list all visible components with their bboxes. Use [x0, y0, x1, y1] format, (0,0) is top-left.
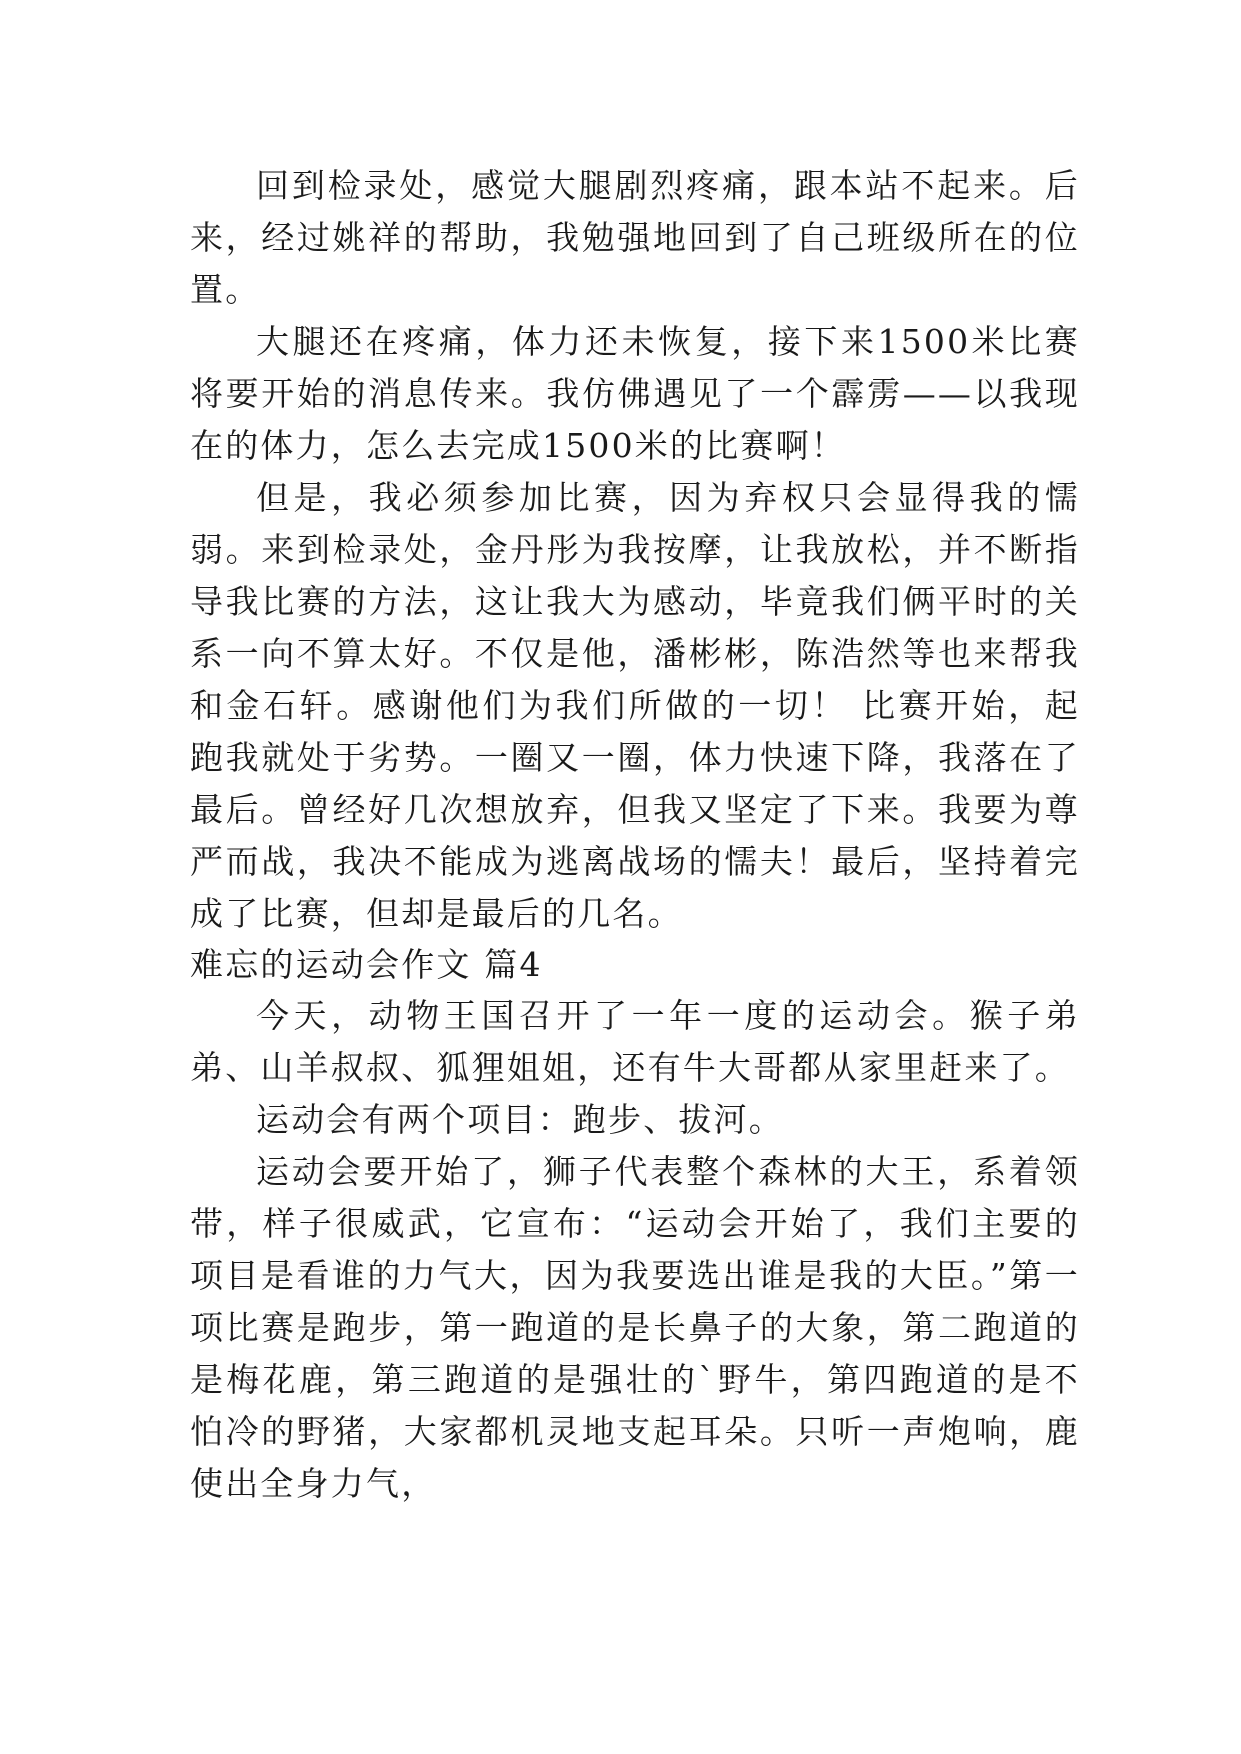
paragraph: 但是，我必须参加比赛，因为弃权只会显得我的懦弱。来到检录处，金丹彤为我按摩，让我放松，并不断指导我比赛的方法，这让我大为感动，毕竟我们俩平时的关系一向不算太好。不仅是他，潘彬彬，陈浩然等也来帮我和金石轩。感谢他们为我们所做的一切！ 比赛开始，起跑我就处于劣势。一圈又一圈，体力快速下降，我落在了最后。曾经好几次想放弃，但我又坚定了下来。我要为尊严而战，我决不能成为逃离战场的懦夫！最后，坚持着完成了比赛，但却是最后的几名。	[190, 478, 1080, 933]
paragraph: 运动会要开始了，狮子代表整个森林的大王，系着领带，样子很威武，它宣布：“运动会开始了，我们主要的项目是看谁的力气大，因为我要选出谁是我的大臣。”第一项比赛是跑步，第一跑道的是长鼻子的大象，第二跑道的是梅花鹿，第三跑道的是强壮的`野牛，第四跑道的是不怕冷的野猪，大家都机灵地支起耳朵。只听一声炮响，鹿使出全身力气，	[190, 1152, 1080, 1503]
paragraph: 运动会有两个项目：跑步、拔河。	[256, 1100, 784, 1139]
section-heading: 难忘的运动会作文 篇4	[190, 945, 543, 984]
document-body	[190, 160, 1080, 1510]
paragraph: 回到检录处，感觉大腿剧烈疼痛，跟本站不起来。后来，经过姚祥的帮助，我勉强地回到了自己班级所在的位置。	[190, 166, 1080, 309]
paragraph: 大腿还在疼痛，体力还未恢复，接下来1500米比赛将要开始的消息传来。我仿佛遇见了一个霹雳——以我现在的体力，怎么去完成1500米的比赛啊！	[190, 322, 1080, 465]
paragraph: 今天，动物王国召开了一年一度的运动会。猴子弟弟、山羊叔叔、狐狸姐姐，还有牛大哥都从家里赶来了。	[190, 996, 1080, 1087]
